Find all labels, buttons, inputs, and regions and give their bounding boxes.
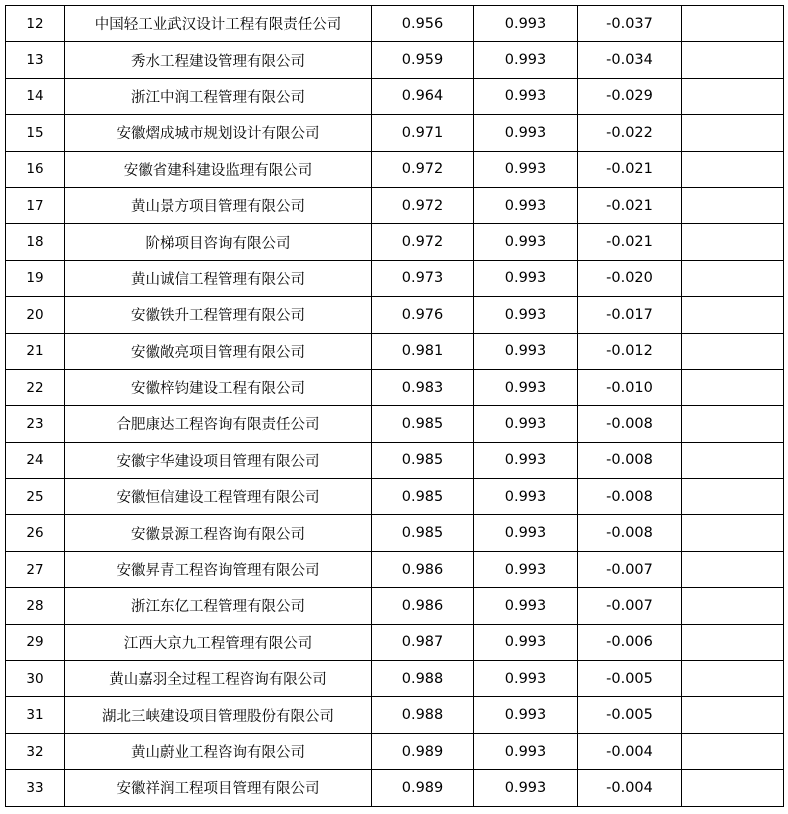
difference-cell: -0.004: [578, 733, 682, 769]
base-score-cell: 0.993: [474, 442, 578, 478]
difference-cell: -0.008: [578, 442, 682, 478]
company-name-cell: 中国轻工业武汉设计工程有限责任公司: [65, 6, 372, 42]
row-number-cell: 15: [6, 115, 65, 151]
difference-cell: -0.010: [578, 369, 682, 405]
row-number-cell: 28: [6, 588, 65, 624]
table-row: [6, 224, 784, 260]
remark-cell: [682, 442, 784, 478]
table-row: [6, 661, 784, 697]
base-score-cell: 0.993: [474, 515, 578, 551]
base-score-cell: 0.993: [474, 479, 578, 515]
remark-cell: [682, 6, 784, 42]
company-name-cell: 安徽昇青工程咨询管理有限公司: [65, 551, 372, 587]
row-number-cell: 24: [6, 442, 65, 478]
difference-cell: -0.004: [578, 770, 682, 806]
score-cell: 0.985: [372, 406, 474, 442]
remark-cell: [682, 733, 784, 769]
score-cell: 0.989: [372, 733, 474, 769]
difference-cell: -0.006: [578, 624, 682, 660]
table-row: [6, 260, 784, 296]
row-number-cell: 17: [6, 187, 65, 223]
score-cell: 0.988: [372, 661, 474, 697]
company-name-cell: 浙江东亿工程管理有限公司: [65, 588, 372, 624]
score-cell: 0.985: [372, 479, 474, 515]
company-name-cell: 安徽铁升工程管理有限公司: [65, 297, 372, 333]
company-name-cell: 黄山景方项目管理有限公司: [65, 187, 372, 223]
table-row: [6, 479, 784, 515]
difference-cell: -0.034: [578, 42, 682, 78]
company-name-cell: 秀水工程建设管理有限公司: [65, 42, 372, 78]
company-name-cell: 安徽省建科建设监理有限公司: [65, 151, 372, 187]
row-number-cell: 22: [6, 369, 65, 405]
remark-cell: [682, 515, 784, 551]
base-score-cell: 0.993: [474, 78, 578, 114]
row-number-cell: 13: [6, 42, 65, 78]
remark-cell: [682, 260, 784, 296]
table-row: [6, 624, 784, 660]
company-name-cell: 江西大京九工程管理有限公司: [65, 624, 372, 660]
score-cell: 0.988: [372, 697, 474, 733]
base-score-cell: 0.993: [474, 661, 578, 697]
company-name-cell: 安徽敞亮项目管理有限公司: [65, 333, 372, 369]
company-name-cell: 黄山蔚业工程咨询有限公司: [65, 733, 372, 769]
row-number-cell: 19: [6, 260, 65, 296]
score-cell: 0.972: [372, 151, 474, 187]
table-row: [6, 406, 784, 442]
remark-cell: [682, 369, 784, 405]
score-cell: 0.987: [372, 624, 474, 660]
difference-cell: -0.020: [578, 260, 682, 296]
score-cell: 0.976: [372, 297, 474, 333]
difference-cell: -0.029: [578, 78, 682, 114]
base-score-cell: 0.993: [474, 42, 578, 78]
base-score-cell: 0.993: [474, 187, 578, 223]
row-number-cell: 12: [6, 6, 65, 42]
table-row: [6, 442, 784, 478]
score-table: [5, 5, 784, 807]
company-name-cell: 安徽祥润工程项目管理有限公司: [65, 770, 372, 806]
base-score-cell: 0.993: [474, 588, 578, 624]
row-number-cell: 23: [6, 406, 65, 442]
base-score-cell: 0.993: [474, 260, 578, 296]
company-name-cell: 安徽景源工程咨询有限公司: [65, 515, 372, 551]
remark-cell: [682, 224, 784, 260]
base-score-cell: 0.993: [474, 115, 578, 151]
remark-cell: [682, 42, 784, 78]
remark-cell: [682, 115, 784, 151]
company-name-cell: 湖北三峡建设项目管理股份有限公司: [65, 697, 372, 733]
company-name-cell: 黄山诚信工程管理有限公司: [65, 260, 372, 296]
difference-cell: -0.022: [578, 115, 682, 151]
company-name-cell: 合肥康达工程咨询有限责任公司: [65, 406, 372, 442]
score-table-body: [6, 6, 784, 807]
score-cell: 0.972: [372, 224, 474, 260]
remark-cell: [682, 551, 784, 587]
base-score-cell: 0.993: [474, 151, 578, 187]
score-cell: 0.971: [372, 115, 474, 151]
table-row: [6, 333, 784, 369]
remark-cell: [682, 588, 784, 624]
score-cell: 0.981: [372, 333, 474, 369]
base-score-cell: 0.993: [474, 551, 578, 587]
company-name-cell: 黄山嘉羽全过程工程咨询有限公司: [65, 661, 372, 697]
difference-cell: -0.021: [578, 224, 682, 260]
base-score-cell: 0.993: [474, 406, 578, 442]
row-number-cell: 32: [6, 733, 65, 769]
remark-cell: [682, 661, 784, 697]
remark-cell: [682, 479, 784, 515]
difference-cell: -0.021: [578, 151, 682, 187]
score-cell: 0.989: [372, 770, 474, 806]
score-cell: 0.985: [372, 442, 474, 478]
row-number-cell: 30: [6, 661, 65, 697]
base-score-cell: 0.993: [474, 624, 578, 660]
table-row: [6, 6, 784, 42]
table-row: [6, 697, 784, 733]
company-name-cell: 阶梯项目咨询有限公司: [65, 224, 372, 260]
base-score-cell: 0.993: [474, 733, 578, 769]
table-row: [6, 78, 784, 114]
company-name-cell: 安徽宇华建设项目管理有限公司: [65, 442, 372, 478]
row-number-cell: 21: [6, 333, 65, 369]
difference-cell: -0.008: [578, 515, 682, 551]
company-name-cell: 安徽梓钧建设工程有限公司: [65, 369, 372, 405]
base-score-cell: 0.993: [474, 333, 578, 369]
row-number-cell: 33: [6, 770, 65, 806]
difference-cell: -0.012: [578, 333, 682, 369]
difference-cell: -0.021: [578, 187, 682, 223]
table-row: [6, 151, 784, 187]
remark-cell: [682, 406, 784, 442]
base-score-cell: 0.993: [474, 224, 578, 260]
score-cell: 0.964: [372, 78, 474, 114]
base-score-cell: 0.993: [474, 697, 578, 733]
company-name-cell: 安徽熠成城市规划设计有限公司: [65, 115, 372, 151]
remark-cell: [682, 151, 784, 187]
score-cell: 0.986: [372, 551, 474, 587]
remark-cell: [682, 78, 784, 114]
score-cell: 0.972: [372, 187, 474, 223]
row-number-cell: 25: [6, 479, 65, 515]
remark-cell: [682, 770, 784, 806]
row-number-cell: 14: [6, 78, 65, 114]
score-cell: 0.959: [372, 42, 474, 78]
remark-cell: [682, 697, 784, 733]
score-cell: 0.983: [372, 369, 474, 405]
table-row: [6, 42, 784, 78]
row-number-cell: 18: [6, 224, 65, 260]
table-row: [6, 115, 784, 151]
row-number-cell: 29: [6, 624, 65, 660]
table-row: [6, 588, 784, 624]
company-name-cell: 安徽恒信建设工程管理有限公司: [65, 479, 372, 515]
remark-cell: [682, 624, 784, 660]
table-row: [6, 551, 784, 587]
table-row: [6, 733, 784, 769]
remark-cell: [682, 187, 784, 223]
table-row: [6, 297, 784, 333]
table-row: [6, 187, 784, 223]
score-cell: 0.973: [372, 260, 474, 296]
difference-cell: -0.037: [578, 6, 682, 42]
difference-cell: -0.017: [578, 297, 682, 333]
base-score-cell: 0.993: [474, 770, 578, 806]
difference-cell: -0.008: [578, 406, 682, 442]
difference-cell: -0.008: [578, 479, 682, 515]
row-number-cell: 27: [6, 551, 65, 587]
remark-cell: [682, 297, 784, 333]
company-name-cell: 浙江中润工程管理有限公司: [65, 78, 372, 114]
base-score-cell: 0.993: [474, 6, 578, 42]
row-number-cell: 31: [6, 697, 65, 733]
score-cell: 0.956: [372, 6, 474, 42]
difference-cell: -0.007: [578, 551, 682, 587]
score-cell: 0.986: [372, 588, 474, 624]
remark-cell: [682, 333, 784, 369]
table-row: [6, 369, 784, 405]
row-number-cell: 16: [6, 151, 65, 187]
difference-cell: -0.005: [578, 697, 682, 733]
table-row: [6, 515, 784, 551]
base-score-cell: 0.993: [474, 369, 578, 405]
table-row: [6, 770, 784, 806]
score-cell: 0.985: [372, 515, 474, 551]
row-number-cell: 26: [6, 515, 65, 551]
difference-cell: -0.007: [578, 588, 682, 624]
difference-cell: -0.005: [578, 661, 682, 697]
base-score-cell: 0.993: [474, 297, 578, 333]
row-number-cell: 20: [6, 297, 65, 333]
